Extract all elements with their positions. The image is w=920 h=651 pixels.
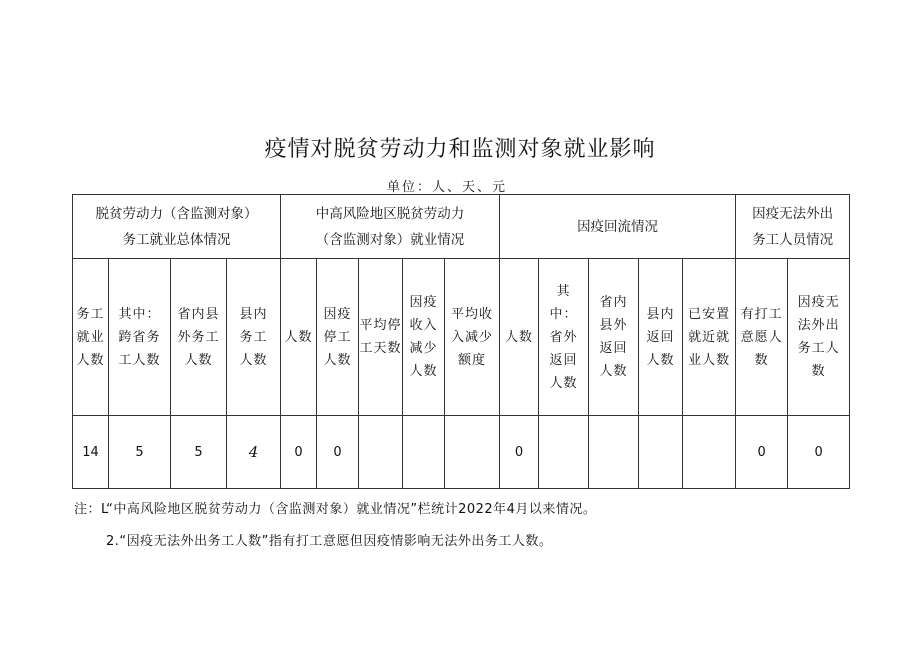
column-header: 人数: [281, 259, 317, 416]
group-header-line: 务工人员情况: [752, 231, 834, 248]
table-cell: 14: [73, 416, 109, 489]
table-cell: [683, 416, 736, 489]
column-header: 务工就业人数: [73, 259, 109, 416]
group-header-line: 务工就业总体情况: [122, 231, 231, 248]
column-header: 因疫停工人数: [317, 259, 359, 416]
column-header: 县内返回人数: [639, 259, 683, 416]
table-cell: 5: [171, 416, 227, 489]
table-cell: [359, 416, 403, 489]
column-header: 其中：跨省务工人数: [109, 259, 171, 416]
group-header-high-risk-area: [281, 195, 500, 259]
group-header-row: [73, 195, 850, 259]
column-header: 已安置就近就业人数: [683, 259, 736, 416]
group-header-poverty-labor: [73, 195, 281, 259]
column-header: 县内务工人数: [227, 259, 281, 416]
table-cell: 0: [736, 416, 788, 489]
column-header: 平均停工天数: [359, 259, 403, 416]
footnote-1: 注：L“中高风险地区脱贫劳动力（含监测对象）就业情况”栏统计2022年4月以来情况。: [74, 502, 597, 517]
employment-impact-table: [72, 194, 850, 489]
column-header: 因疫无法外出务工人数: [788, 259, 850, 416]
table-cell: [445, 416, 500, 489]
page-title: 疫情对脱贫劳动力和监测对象就业影响: [264, 137, 656, 162]
table-cell: [539, 416, 589, 489]
column-header-row: [73, 259, 850, 416]
table-cell: 0: [317, 416, 359, 489]
group-header-line: 因疫无法外出: [752, 205, 834, 222]
footnote-2: 2.“因疫无法外出务工人数”指有打工意愿但因疫情影响无法外出务工人数。: [106, 534, 553, 549]
column-header: 平均收入减少额度: [445, 259, 500, 416]
table-cell: 0: [500, 416, 539, 489]
group-header-line: 脱贫劳动力（含监测对象）: [95, 205, 258, 222]
table-cell: 4: [227, 416, 281, 489]
unit-label: 单位：人、天、元: [387, 180, 508, 195]
group-header-line: 中高风险地区脱贫劳动力: [315, 205, 465, 222]
column-header: 其中：省外返回人数: [539, 259, 589, 416]
table-cell: 0: [788, 416, 850, 489]
table-cell: [589, 416, 639, 489]
table-row: [73, 416, 850, 489]
column-header: 有打工意愿人数: [736, 259, 788, 416]
table-cell: [403, 416, 445, 489]
table-cell: 5: [109, 416, 171, 489]
group-header-return: 因疫回流情况: [500, 195, 736, 259]
column-header: 人数: [500, 259, 539, 416]
table-cell: 0: [281, 416, 317, 489]
group-header-cannot-leave: [736, 195, 850, 259]
group-header-line: （含监测对象）就业情况: [315, 231, 465, 248]
table-cell: [639, 416, 683, 489]
column-header: 省内县外务工人数: [171, 259, 227, 416]
column-header: 因疫收入减少人数: [403, 259, 445, 416]
column-header: 省内县外返回人数: [589, 259, 639, 416]
